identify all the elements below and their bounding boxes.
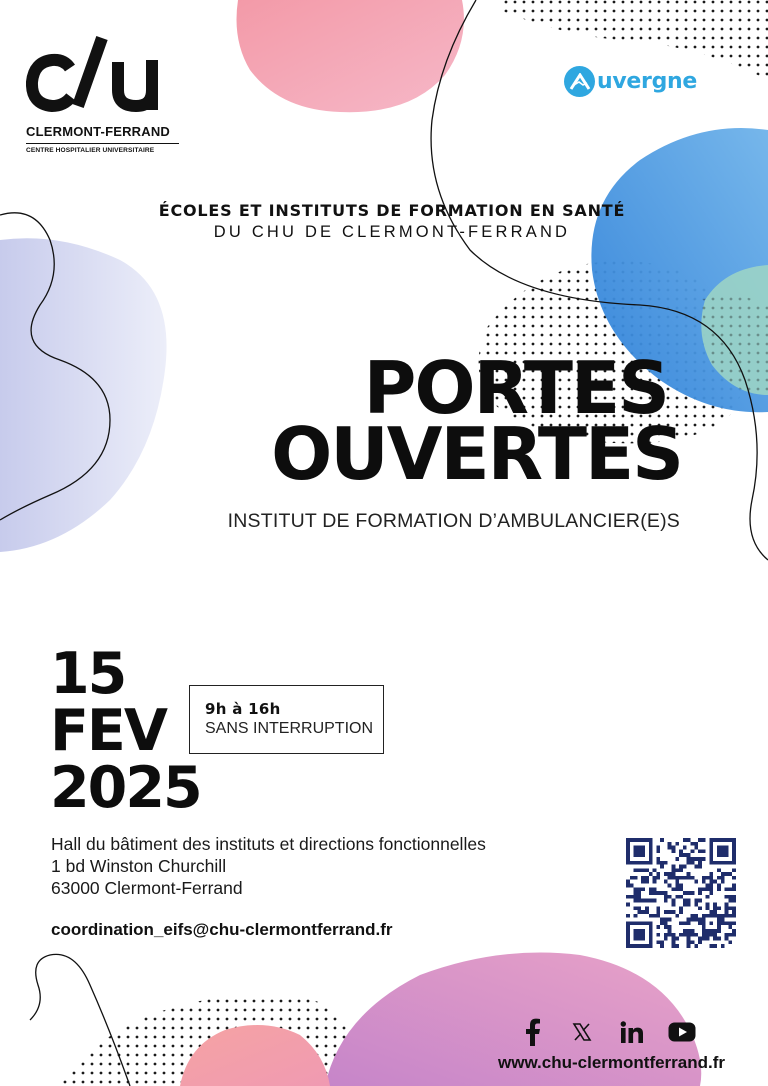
social-links [516, 1016, 716, 1048]
date-day: 15 [50, 641, 126, 707]
title-line2: OUVERTES [271, 412, 682, 496]
chu-divider [26, 143, 179, 144]
address-line2: 1 bd Winston Churchill [51, 856, 227, 876]
institute-name: INSTITUT DE FORMATION D’AMBULANCIER(E)S [227, 510, 680, 532]
auvergne-a-icon [564, 66, 595, 97]
schools-line1: ÉCOLES ET INSTITUTS DE FORMATION EN SANTÉ [158, 201, 626, 220]
date-month: FEV [50, 698, 166, 764]
address [51, 833, 486, 899]
hours: 9h à 16h [205, 700, 281, 718]
address-line1: Hall du bâtiment des instituts et directions fonctionnelles [51, 834, 486, 854]
chu-city: CLERMONT-FERRAND [26, 124, 171, 139]
hours-note: SANS INTERRUPTION [205, 720, 374, 737]
title-line1: PORTES [363, 346, 668, 430]
chu-logo [26, 34, 186, 154]
hours-box [189, 685, 384, 754]
auvergne-name: uvergne [597, 69, 698, 94]
qr-code[interactable] [626, 838, 736, 948]
x-icon[interactable] [566, 1016, 598, 1048]
auvergne-logo [564, 66, 697, 97]
website-link[interactable]: www.chu-clermontferrand.fr [498, 1053, 726, 1072]
address-line3: 63000 Clermont-Ferrand [51, 878, 243, 898]
contact-email[interactable]: coordination_eifs@chu-clermontferrand.fr [51, 920, 393, 939]
linkedin-icon[interactable] [616, 1016, 648, 1048]
chu-subtitle: CENTRE HOSPITALIER UNIVERSITAIRE [26, 147, 155, 154]
schools-line2: DU CHU DE CLERMONT-FERRAND [213, 223, 571, 241]
pink-blob-top [237, 0, 464, 112]
facebook-icon[interactable] [516, 1016, 548, 1048]
chu-logo-mark [26, 34, 182, 116]
schools-heading [0, 201, 768, 242]
youtube-icon[interactable] [666, 1016, 698, 1048]
lavender-blob-left [0, 238, 167, 552]
event-date [50, 641, 201, 821]
date-year: 2025 [50, 755, 201, 821]
